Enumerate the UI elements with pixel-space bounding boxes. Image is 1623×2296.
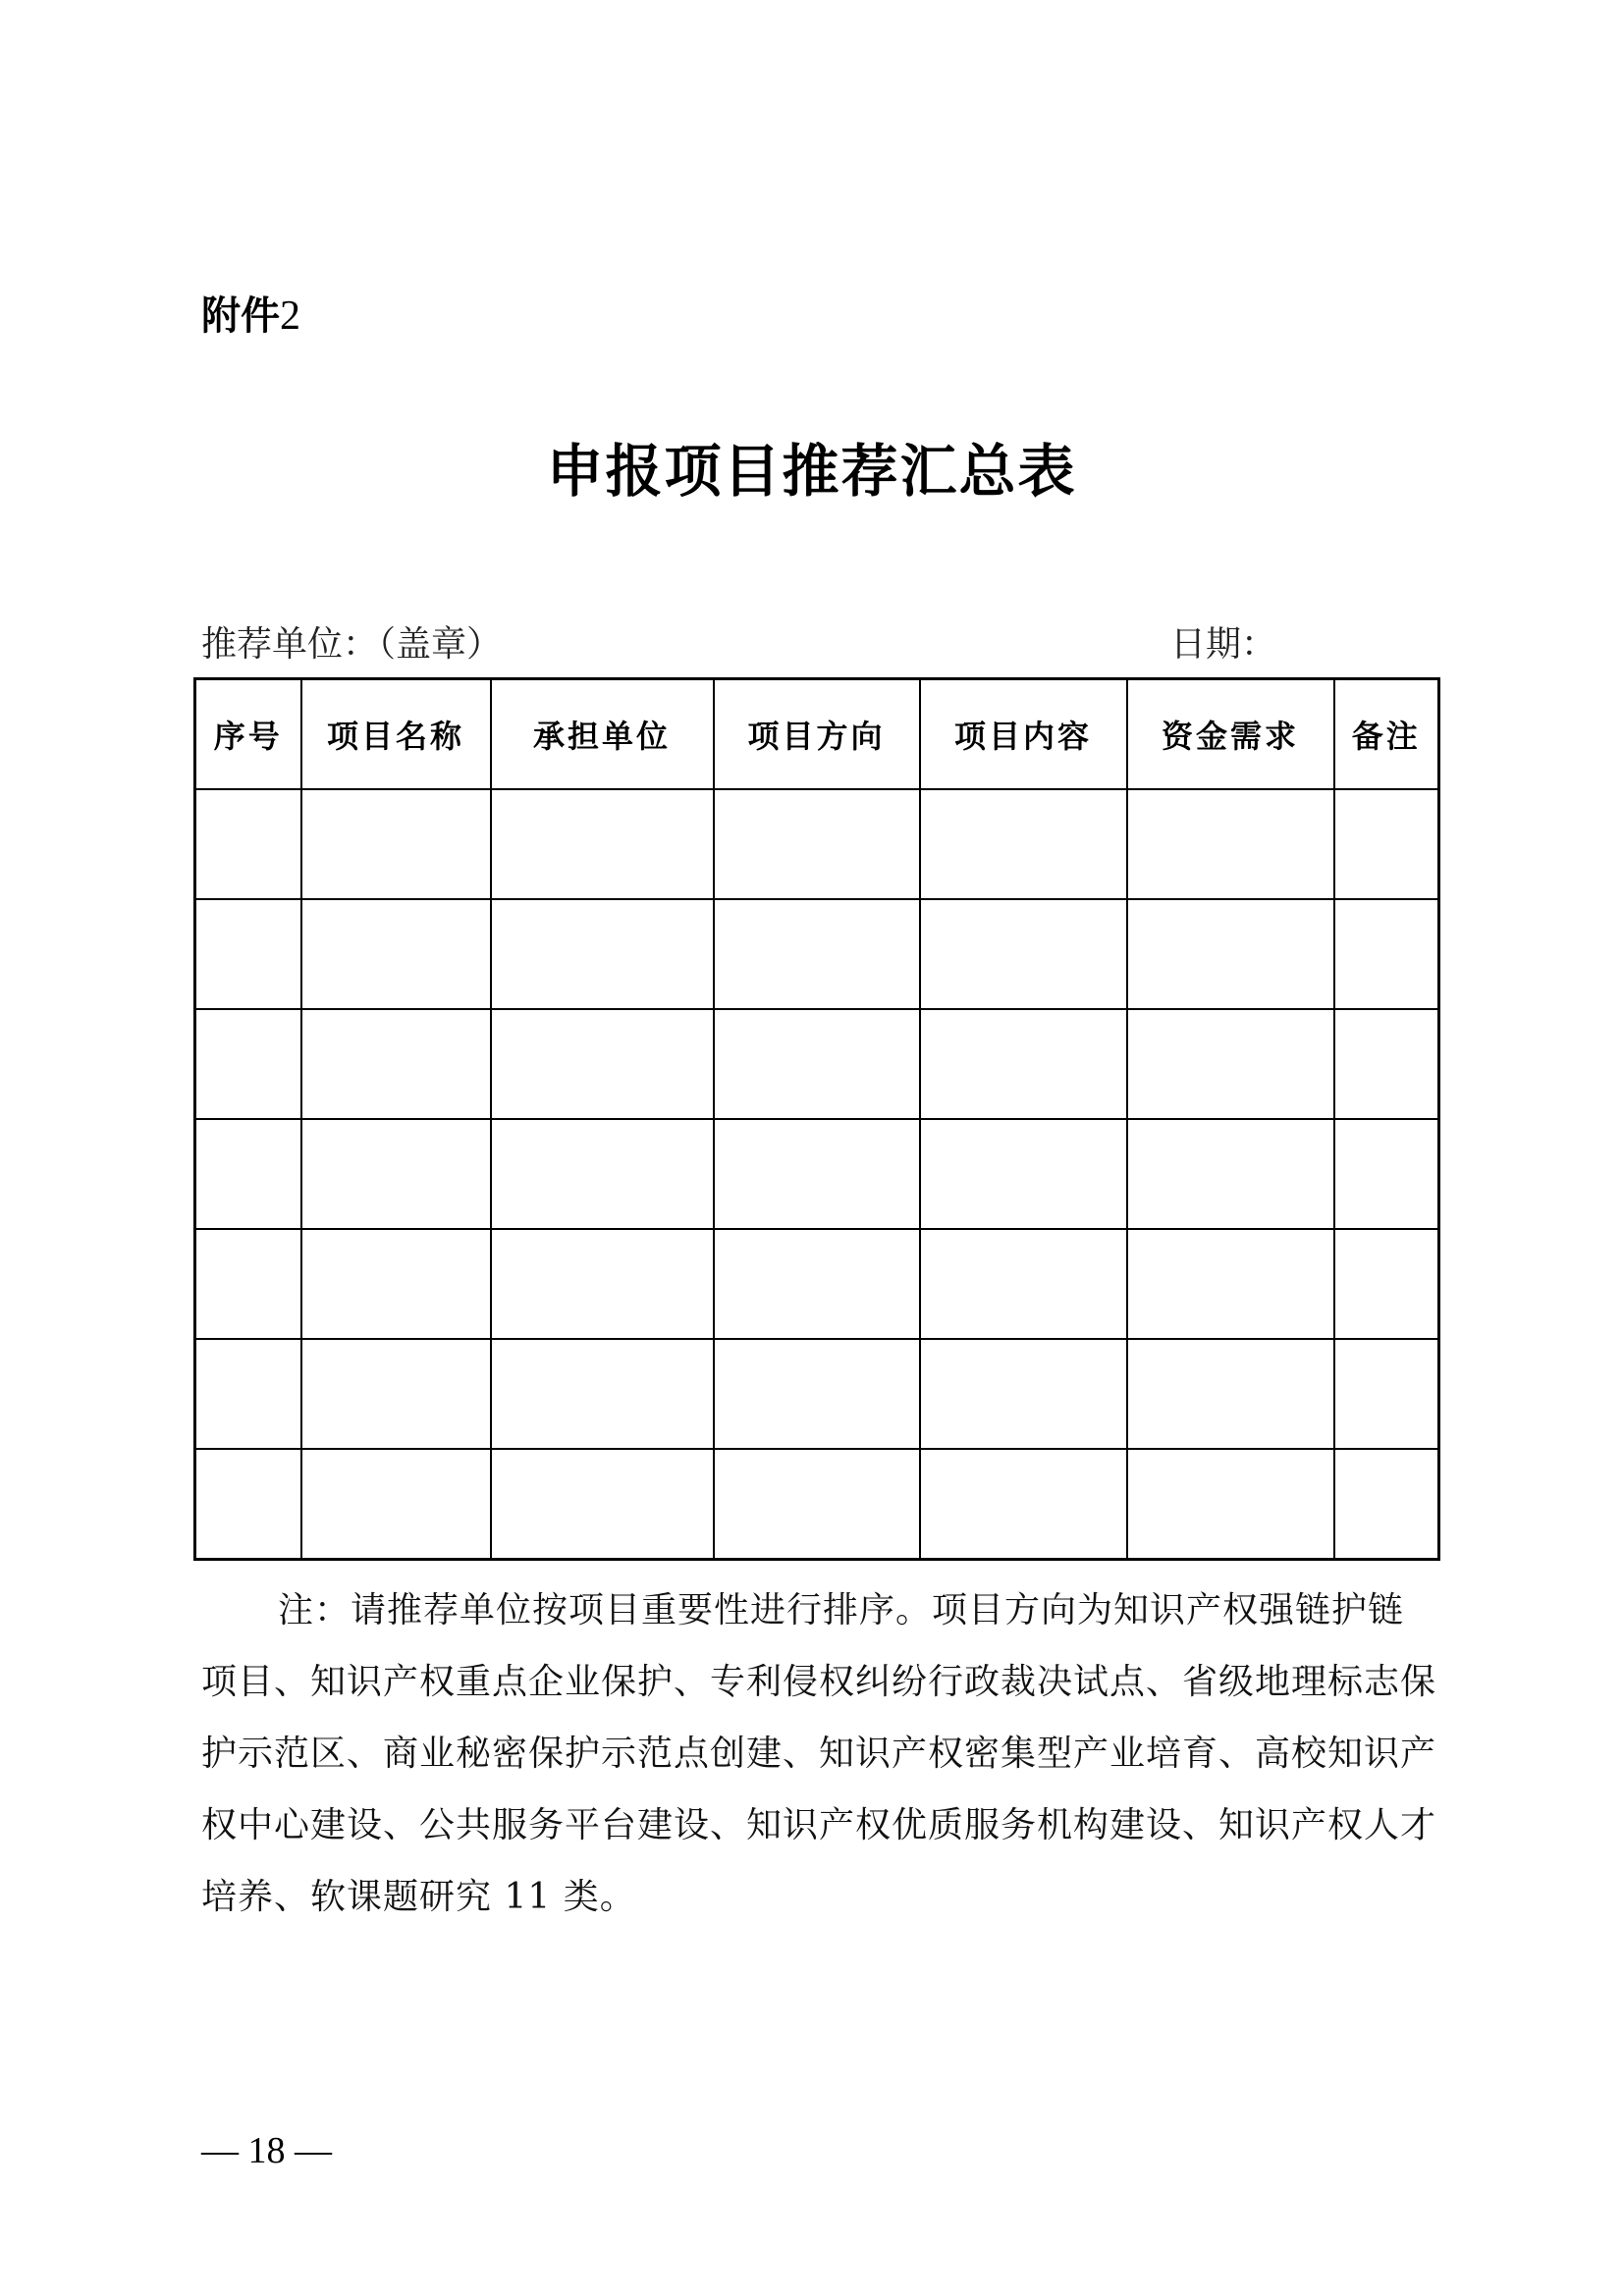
header-project-direction: 项目方向 [714,679,920,790]
summary-table [193,677,1440,1561]
attachment-label [201,287,300,346]
table-cell[interactable] [195,1119,301,1229]
header-undertaking-unit: 承担单位 [491,679,714,790]
table-row [195,789,1439,899]
table-cell[interactable] [714,1009,920,1119]
table-header-row [195,679,1439,790]
table-cell[interactable] [195,899,301,1009]
table-row [195,1119,1439,1229]
table-cell[interactable] [1127,1449,1334,1560]
table-cell[interactable] [301,1449,491,1560]
header-funding-requirement: 资金需求 [1127,679,1334,790]
table-cell[interactable] [920,1009,1127,1119]
attachment-number: 2 [280,294,300,339]
date-label: 日期： [1170,624,1277,665]
summary-table-container [193,677,1440,1561]
table-cell[interactable] [1127,1009,1334,1119]
page-number: — 18 — [201,2130,332,2171]
page-title: 申报项目推荐汇总表 [546,438,1077,505]
table-cell[interactable] [920,1339,1127,1449]
table-cell[interactable] [301,789,491,899]
table-cell[interactable] [714,1229,920,1339]
table-row [195,1009,1439,1119]
table-cell[interactable] [920,1119,1127,1229]
table-cell[interactable] [714,789,920,899]
table-cell[interactable] [195,789,301,899]
table-cell[interactable] [491,1119,714,1229]
table-cell[interactable] [491,1339,714,1449]
table-cell[interactable] [491,1009,714,1119]
attachment-text: 附件 [201,294,280,339]
table-cell[interactable] [920,1449,1127,1560]
table-cell[interactable] [920,899,1127,1009]
table-cell[interactable] [301,1119,491,1229]
table-cell[interactable] [1334,1449,1439,1560]
table-cell[interactable] [1334,789,1439,899]
table-row [195,1339,1439,1449]
table-cell[interactable] [1127,1229,1334,1339]
recommending-unit-label: 推荐单位：（盖章） [201,624,503,665]
table-cell[interactable] [491,1449,714,1560]
table-cell[interactable] [714,899,920,1009]
table-cell[interactable] [714,1339,920,1449]
table-cell[interactable] [1127,1339,1334,1449]
table-cell[interactable] [920,789,1127,899]
table-cell[interactable] [195,1229,301,1339]
table-cell[interactable] [1334,1229,1439,1339]
table-cell[interactable] [714,1119,920,1229]
table-cell[interactable] [301,899,491,1009]
table-cell[interactable] [301,1339,491,1449]
header-project-content: 项目内容 [920,679,1127,790]
table-cell[interactable] [301,1009,491,1119]
table-cell[interactable] [1334,899,1439,1009]
table-cell[interactable] [1127,789,1334,899]
table-cell[interactable] [1334,1009,1439,1119]
table-cell[interactable] [195,1449,301,1560]
table-cell[interactable] [1127,1119,1334,1229]
table-cell[interactable] [491,1229,714,1339]
header-remarks: 备注 [1334,679,1439,790]
table-cell[interactable] [1127,899,1334,1009]
table-cell[interactable] [491,899,714,1009]
table-row [195,1229,1439,1339]
header-project-name: 项目名称 [301,679,491,790]
table-cell[interactable] [1334,1119,1439,1229]
table-row [195,1449,1439,1560]
table-cell[interactable] [195,1009,301,1119]
table-cell[interactable] [920,1229,1127,1339]
table-cell[interactable] [491,789,714,899]
header-serial-number: 序号 [195,679,301,790]
table-cell[interactable] [195,1339,301,1449]
table-cell[interactable] [301,1229,491,1339]
table-row [195,899,1439,1009]
table-cell[interactable] [1334,1339,1439,1449]
table-note: 注：请推荐单位按项目重要性进行排序。项目方向为知识产权强链护链项目、知识产权重点企业保护、专利侵权纠纷行政裁决试点、省级地理标志保护示范区、商业秘密保护示范点创建、知识产权密集型产业培育、高校知识产权中心建设、公共服务平台建设、知识产权优质服务机构建设、知识产权人才培养、软课题研究 11 类。 [201,1590,1437,1917]
table-cell[interactable] [714,1449,920,1560]
